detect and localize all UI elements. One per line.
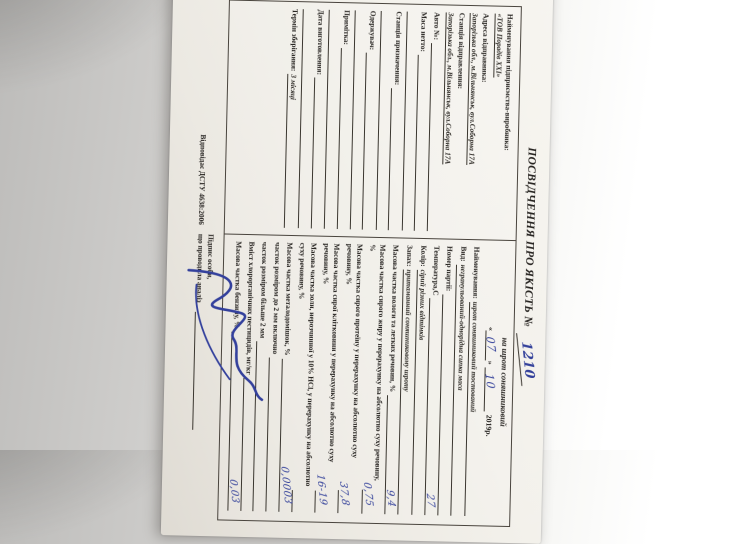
field-blank-line <box>278 358 294 511</box>
handwritten-value: 0,75 <box>360 481 375 507</box>
handwritten-value: 37,8 <box>337 480 352 507</box>
field-label: Масова частка сирого протеїну у перерахунку на абсолютно суху речовину, % <box>344 243 365 459</box>
field-label: Станція відправлення: <box>455 12 467 90</box>
date-day-handwritten: 07 <box>483 336 499 354</box>
field-row-left-8 <box>310 9 325 228</box>
field-label: Масова частка золи, нерозчинної у 10% HCl, у перерахунку на абсолютно суху речовину, % <box>297 242 319 487</box>
field-blank-line <box>411 340 418 515</box>
field-row-left-6 <box>362 11 377 230</box>
field-label: Маса нетто: <box>419 11 430 52</box>
date-quote-open: « <box>487 326 497 331</box>
date-quote-close: » <box>486 360 496 365</box>
field-label: Примітка: <box>341 10 352 46</box>
field-blank-line <box>337 480 352 513</box>
field-blank-line <box>388 88 394 230</box>
field-value: Запорізька обл., м.Вільнянськ, вул.Соборна 17А <box>467 13 481 165</box>
field-blank-line <box>336 48 343 229</box>
field-blank-line <box>383 395 397 514</box>
field-blank-line <box>310 78 316 228</box>
field-label: Вид: <box>458 246 468 262</box>
field-label: Масова частка сирого жиру у перерахунку на абсолютно суху речовину, % <box>368 244 388 481</box>
date-month-blank <box>482 368 498 412</box>
handwritten-value: 27 <box>424 493 437 509</box>
field-value: «ТОВ Порадів XXI» <box>493 13 505 78</box>
field-label: Одержувач: <box>367 10 378 51</box>
field-label: Вміст хлорорганічних пестицидів, мг/кг <box>244 241 257 375</box>
standard-reference: Відповідає ДСТУ 4638:2006 <box>197 134 209 226</box>
signature-label-line2: що проводила аналіз <box>195 233 206 303</box>
field-row-right-10 <box>291 243 318 513</box>
certificate-subtitle: на шрот соняшниковий <box>498 337 510 427</box>
field-row-left-2 <box>441 12 467 231</box>
field-blank-line <box>362 53 369 229</box>
handwritten-value: 9,4 <box>383 488 397 508</box>
field-label: часток розміром більше 2 мм <box>258 241 270 339</box>
paper-document <box>161 0 554 544</box>
field-label: Термін зберігання: <box>289 8 300 72</box>
field-blank-line <box>414 55 421 231</box>
field-blank-line <box>284 100 290 228</box>
date-year-label: 2019р. <box>484 414 495 437</box>
certificate-title-text: ПОСВІДЧЕННЯ ПРО ЯКІСТЬ № <box>521 147 538 328</box>
field-row-left-7 <box>336 10 351 229</box>
field-label: Масова частка сирої клітковини у перерахунку на абсолютно суху речовину, % <box>321 243 342 463</box>
field-label: Найменування: <box>471 246 482 299</box>
field-label: Дата виготовлення: <box>315 9 326 76</box>
field-row-left-9 <box>284 9 300 228</box>
title-number-handwritten: 1210 <box>516 333 537 387</box>
field-row-right-7 <box>361 244 388 514</box>
field-row-left-5 <box>388 11 403 230</box>
field-label: Температура,С <box>431 245 442 296</box>
field-value: притаманний соняшниковому шроту <box>400 269 414 391</box>
date-month-handwritten: 10 <box>482 373 498 391</box>
left-column <box>225 1 521 241</box>
handwritten-value: 0,0003 <box>278 465 294 505</box>
field-row-right-9 <box>315 243 342 513</box>
field-blank-line <box>450 390 456 515</box>
field-row-right-8 <box>338 244 365 514</box>
field-blank-line <box>314 473 329 512</box>
field-value: шрот соняшниковий тостований <box>467 302 481 413</box>
field-blank-line <box>464 412 469 516</box>
signature-label-line1: Підпис особи, <box>205 234 216 280</box>
field-row-left-3 <box>427 12 442 231</box>
footer <box>190 134 218 520</box>
field-row-left-1 <box>465 13 491 232</box>
field-blank-line <box>397 392 403 515</box>
field-label: Масова частка вологи та летких речовин, % <box>388 244 401 393</box>
field-value: Запорізька обл., м.Вільнянськ, вул.Соборна 17А <box>443 12 456 165</box>
field-value: сірий різних відтінків <box>415 269 428 340</box>
date-day-blank <box>483 331 499 361</box>
field-value: 3 місяці <box>287 74 299 100</box>
field-label: Авто №: <box>432 12 443 41</box>
fields-table <box>217 0 522 527</box>
field-label: Запах: <box>405 245 415 267</box>
field-label: часток розміром до 2 мм включно <box>270 242 283 355</box>
field-label: Номер партії: <box>444 246 455 292</box>
field-label: Станція призначення: <box>392 11 404 86</box>
handwritten-value: 16-19 <box>314 473 329 506</box>
handwritten-value: 0,03 <box>226 478 241 504</box>
field-value: негранульований-однорідна сипка маса <box>453 264 467 390</box>
field-label: Колір: <box>418 245 429 267</box>
field-label: Масова частка бензину, % <box>232 241 244 329</box>
field-label: Масова частка металодомішок, % <box>283 242 295 356</box>
field-row-left-0 <box>489 14 515 233</box>
field-blank-line <box>360 481 375 514</box>
field-label: Найменування підприємства-виробника: <box>502 13 515 151</box>
field-label: Адреса відправника: <box>479 13 491 83</box>
